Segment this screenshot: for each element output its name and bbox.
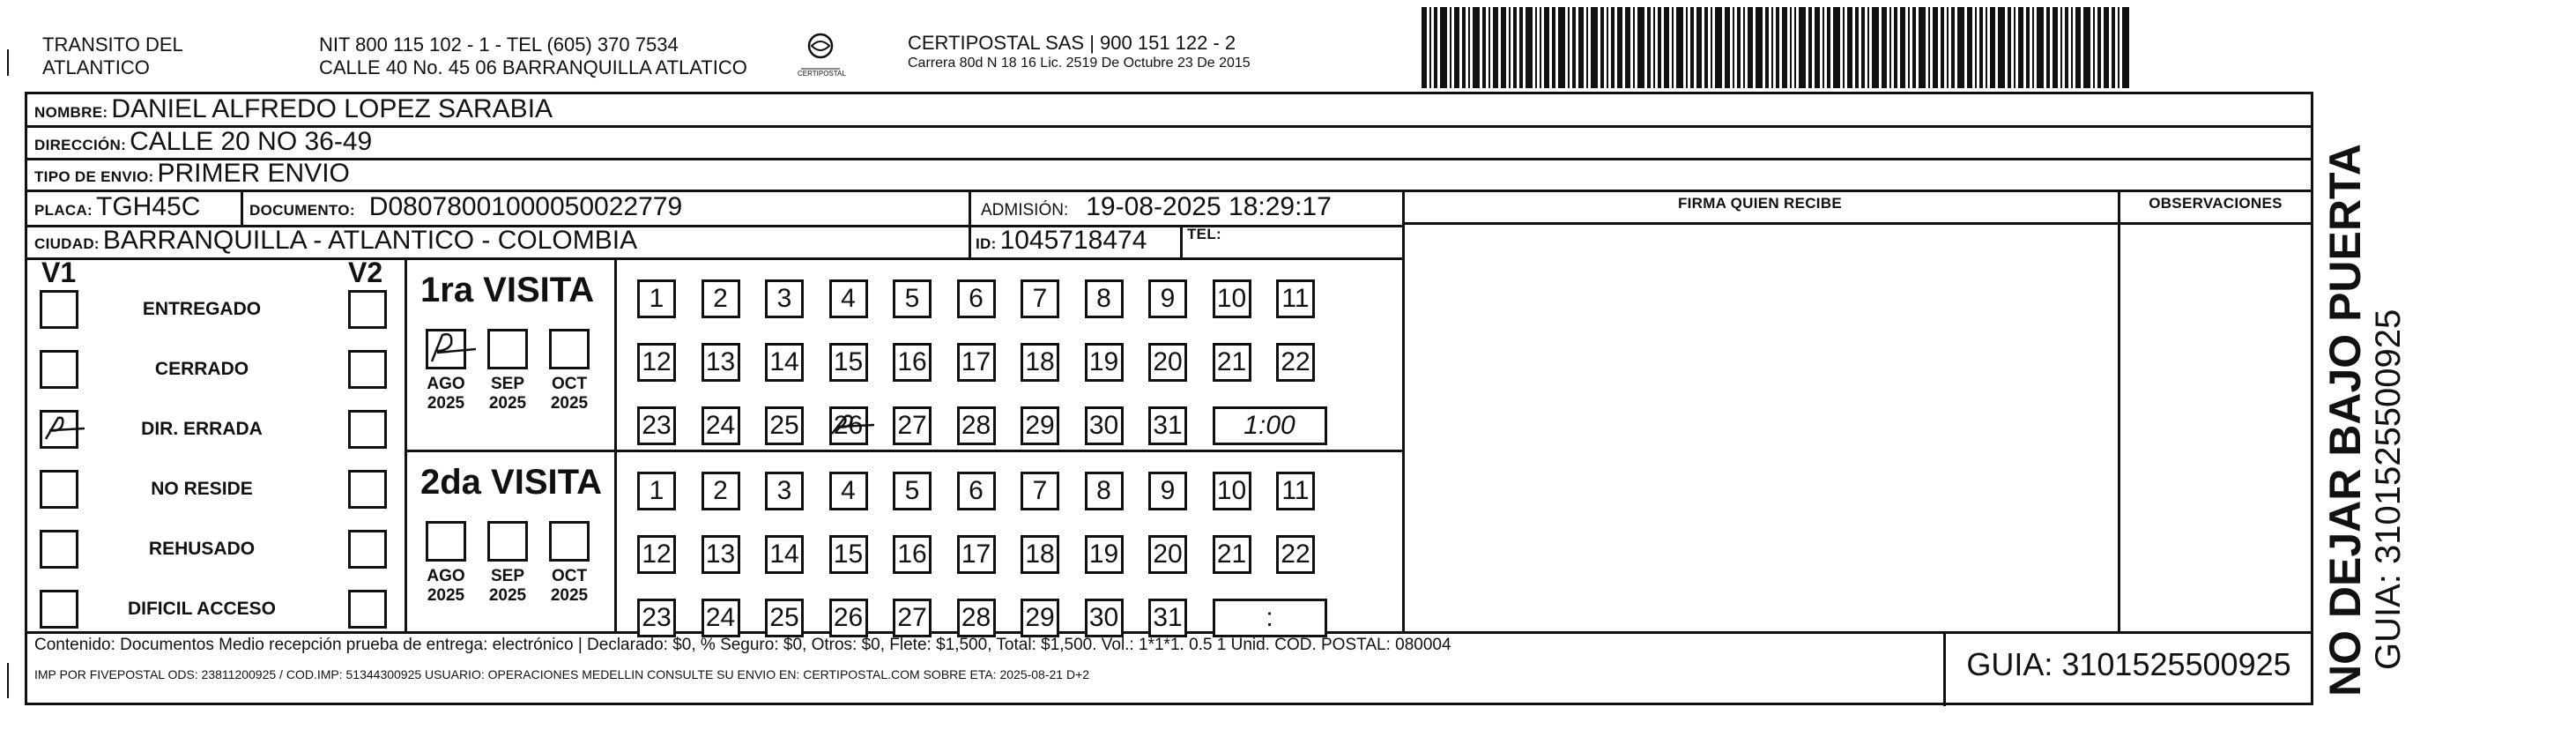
v1-checkbox[interactable]: [40, 410, 78, 449]
month-checkbox[interactable]: [487, 329, 528, 369]
day-box[interactable]: 13: [702, 343, 740, 382]
v1-checkbox[interactable]: [40, 590, 78, 629]
day-box[interactable]: 29: [1021, 599, 1059, 637]
tel-row: [1187, 226, 1225, 243]
day-box[interactable]: 28: [957, 406, 996, 445]
month-year-label: [477, 375, 538, 413]
day-box[interactable]: 27: [893, 599, 932, 637]
carrier-info: [908, 32, 1251, 72]
footer-line1: Contenido: Documentos Medio recepción prueba de entrega: electrónico | Declarado: $0, % Seguro: $0, Otros: $0, Flete: $1,500, Total: $1,500. Vol.: 1*1*1. 0.5 1 Unid. COD. POSTAL: 080004: [34, 636, 1451, 654]
day-box[interactable]: 14: [765, 535, 804, 574]
v1-label: V1: [41, 257, 77, 288]
sender-info-line1: NIT 800 115 102 - 1 - TEL (605) 370 7534: [319, 34, 679, 56]
day-box[interactable]: 11: [1276, 279, 1315, 318]
day-box[interactable]: 26: [829, 599, 868, 637]
day-box[interactable]: 18: [1021, 535, 1059, 574]
day-box[interactable]: 4: [829, 472, 868, 510]
v2-checkbox[interactable]: [348, 590, 387, 629]
direccion-label: DIRECCIÓN:: [34, 137, 127, 153]
day-box[interactable]: 6: [957, 472, 996, 510]
day-box[interactable]: 16: [893, 535, 932, 574]
nombre-row: [34, 94, 553, 124]
day-box[interactable]: 5: [893, 279, 932, 318]
day-box[interactable]: 23: [637, 406, 676, 445]
tipo-row: [34, 159, 350, 189]
documento-value: D08078001000050022779: [368, 192, 683, 221]
v2-checkbox[interactable]: [348, 410, 387, 449]
v2-label: V2: [348, 257, 383, 288]
placa-row: [34, 192, 200, 222]
ciudad-value: BARRANQUILLA - ATLANTICO - COLOMBIA: [102, 226, 638, 255]
day-box[interactable]: 22: [1276, 343, 1315, 382]
month-year-label: [477, 567, 538, 606]
visit-title: 1ra VISITA: [420, 271, 595, 309]
day-box[interactable]: 1: [637, 279, 676, 318]
status-option-label: DIR. ERRADA: [141, 419, 263, 439]
day-box[interactable]: 25: [765, 406, 804, 445]
day-box[interactable]: 20: [1148, 343, 1187, 382]
day-box[interactable]: 30: [1085, 599, 1124, 637]
status-option-label: REHUSADO: [148, 539, 256, 559]
placa-label: PLACA:: [34, 202, 93, 219]
month-label: OCT: [551, 567, 588, 585]
id-row: [976, 226, 1147, 256]
day-box[interactable]: 10: [1213, 472, 1251, 510]
day-box[interactable]: 30: [1085, 406, 1124, 445]
day-box[interactable]: 11: [1276, 472, 1315, 510]
v2-checkbox[interactable]: [348, 530, 387, 569]
sender-info-line2: CALLE 40 No. 45 06 BARRANQUILLA ATLATICO: [319, 56, 747, 78]
firma-label: FIRMA QUIEN RECIBE: [1677, 195, 1843, 212]
month-label: OCT: [551, 375, 588, 393]
day-box[interactable]: 19: [1085, 535, 1124, 574]
month-year-label: [538, 567, 600, 606]
day-box[interactable]: 16: [893, 343, 932, 382]
day-box[interactable]: 15: [829, 343, 868, 382]
trim-mark: [7, 49, 9, 76]
visit-title: 2da VISITA: [420, 463, 602, 502]
year-label: 2025: [550, 586, 589, 605]
month-year-label: [415, 375, 477, 413]
day-box[interactable]: 19: [1085, 343, 1124, 382]
day-box[interactable]: 21: [1213, 535, 1251, 574]
day-box[interactable]: 5: [893, 472, 932, 510]
day-box[interactable]: 27: [893, 406, 932, 445]
day-box[interactable]: 4: [829, 279, 868, 318]
month-checkbox[interactable]: [426, 329, 466, 369]
observaciones-area[interactable]: [2123, 227, 2306, 628]
day-box[interactable]: 10: [1213, 279, 1251, 318]
id-label: ID:: [976, 235, 997, 252]
barcode: [1422, 7, 2137, 88]
day-box[interactable]: 25: [765, 599, 804, 637]
status-option-label: NO RESIDE: [151, 479, 253, 499]
day-box[interactable]: 3: [765, 279, 804, 318]
day-box[interactable]: 8: [1085, 279, 1124, 318]
visit-time-box[interactable]: 1:00: [1213, 406, 1327, 445]
v1-checkbox[interactable]: [40, 470, 78, 509]
tel-label: TEL:: [1187, 226, 1221, 242]
tipo-label: TIPO DE ENVIO:: [34, 168, 154, 185]
month-label: AGO: [427, 567, 465, 585]
month-label: SEP: [490, 375, 525, 393]
day-box[interactable]: 1: [637, 472, 676, 510]
month-year-label: [538, 375, 600, 413]
visit-time-box[interactable]: :: [1213, 599, 1327, 637]
year-label: 2025: [488, 586, 527, 605]
id-value: 1045718474: [999, 226, 1147, 255]
documento-label: DOCUMENTO:: [249, 202, 355, 219]
day-box[interactable]: 14: [765, 343, 804, 382]
carrier-logo: [798, 32, 846, 78]
day-box[interactable]: 7: [1021, 279, 1059, 318]
day-box[interactable]: 9: [1148, 472, 1187, 510]
day-box[interactable]: 3: [765, 472, 804, 510]
year-label: 2025: [488, 394, 527, 413]
carrier-line2: Carrera 80d N 18 16 Lic. 2519 De Octubre 23 De 2015: [908, 56, 1251, 71]
year-label: 2025: [550, 394, 589, 413]
carrier-line1: CERTIPOSTAL SAS | 900 151 122 - 2: [908, 32, 1236, 54]
day-box[interactable]: 2: [702, 279, 740, 318]
status-option-label: CERRADO: [154, 359, 249, 379]
tipo-value: PRIMER ENVIO: [157, 159, 350, 188]
day-box[interactable]: 18: [1021, 343, 1059, 382]
month-checkbox[interactable]: [487, 521, 528, 562]
status-option-label: DIFICIL ACCESO: [127, 599, 276, 619]
day-box[interactable]: 21: [1213, 343, 1251, 382]
sender-info: [319, 34, 747, 79]
admision-value: 19-08-2025 18:29:17: [1086, 192, 1332, 221]
ciudad-row: [34, 226, 637, 256]
day-box[interactable]: 28: [957, 599, 996, 637]
day-box[interactable]: 22: [1276, 535, 1315, 574]
observaciones-label: OBSERVACIONES: [2149, 195, 2283, 212]
footer-guia: GUIA: 3101525500925: [1966, 646, 2291, 682]
day-box[interactable]: 17: [957, 343, 996, 382]
day-box[interactable]: 24: [702, 406, 740, 445]
day-box[interactable]: 20: [1148, 535, 1187, 574]
footer-line2: IMP POR FIVEPOSTAL ODS: 23811200925 / COD.IMP: 51344300925 USUARIO: OPERACIONES MEDELLIN CONSULTE SU ENVIO EN: CERTIPOSTAL.COM SOBRE ETA: 2025-08-21 D+2: [34, 667, 1090, 681]
ciudad-label: CIUDAD:: [34, 235, 100, 252]
day-box[interactable]: 23: [637, 599, 676, 637]
v2-checkbox[interactable]: [348, 350, 387, 389]
day-box[interactable]: 2: [702, 472, 740, 510]
day-box[interactable]: 12: [637, 343, 676, 382]
day-box[interactable]: 6: [957, 279, 996, 318]
side-guia: GUIA: 3101525500925: [2369, 309, 2408, 670]
nombre-label: NOMBRE:: [34, 104, 108, 121]
admision-label: ADMISIÓN:: [981, 201, 1069, 220]
sender-name-line1: TRANSITO DEL: [42, 34, 183, 56]
day-box[interactable]: 24: [702, 599, 740, 637]
direccion-value: CALLE 20 NO 36-49: [130, 127, 373, 156]
day-box[interactable]: 15: [829, 535, 868, 574]
day-box[interactable]: 7: [1021, 472, 1059, 510]
month-checkbox[interactable]: [549, 329, 590, 369]
day-box[interactable]: 9: [1148, 279, 1187, 318]
day-box[interactable]: 29: [1021, 406, 1059, 445]
direccion-row: [34, 127, 372, 157]
day-box[interactable]: 26: [829, 406, 868, 445]
carrier-logo-text: CERTIPOSTAL: [798, 70, 846, 78]
signature-area[interactable]: [1407, 227, 2112, 628]
day-box[interactable]: 12: [637, 535, 676, 574]
month-label: AGO: [427, 375, 465, 393]
admision-row: [981, 192, 1332, 222]
documento-row: [249, 192, 682, 222]
month-checkbox[interactable]: [549, 521, 590, 562]
sender-name: [42, 34, 183, 79]
day-box[interactable]: 13: [702, 535, 740, 574]
placa-value: TGH45C: [96, 192, 201, 221]
v1-checkbox[interactable]: [40, 530, 78, 569]
nombre-value: DANIEL ALFREDO LOPEZ SARABIA: [111, 94, 553, 123]
trim-mark: [7, 663, 9, 698]
v1-checkbox[interactable]: [40, 290, 78, 329]
sender-name-line2: ATLANTICO: [42, 56, 150, 78]
month-label: SEP: [490, 567, 525, 585]
delivery-form: [25, 92, 2313, 705]
day-box[interactable]: 8: [1085, 472, 1124, 510]
day-box[interactable]: 17: [957, 535, 996, 574]
month-year-label: [415, 567, 477, 606]
month-checkbox[interactable]: [426, 521, 466, 562]
day-box[interactable]: 31: [1148, 406, 1187, 445]
v2-checkbox[interactable]: [348, 290, 387, 329]
status-option-label: ENTREGADO: [142, 299, 262, 319]
side-notice: NO DEJAR BAJO PUERTA: [2320, 144, 2370, 696]
v1-checkbox[interactable]: [40, 350, 78, 389]
year-label: 2025: [427, 394, 465, 413]
day-box[interactable]: 31: [1148, 599, 1187, 637]
v2-checkbox[interactable]: [348, 470, 387, 509]
year-label: 2025: [427, 586, 465, 605]
